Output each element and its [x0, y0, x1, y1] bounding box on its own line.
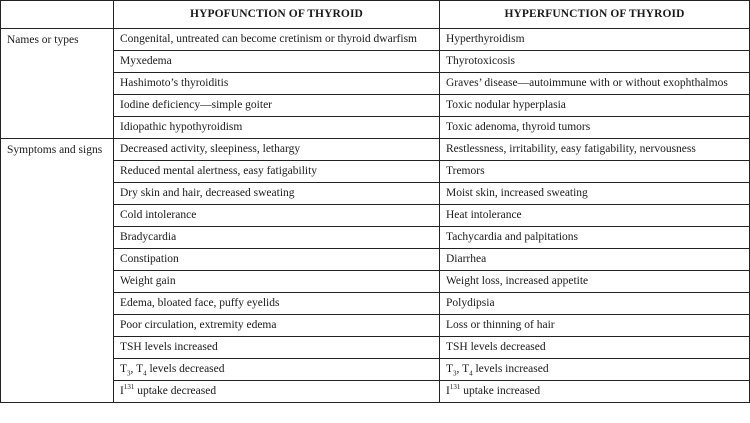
table-row [1, 337, 750, 359]
table-row [1, 271, 750, 293]
t-letter: T [136, 363, 144, 375]
hyperfunction-cell: Tachycardia and palpitations [440, 227, 750, 249]
hyperfunction-cell: Tremors [440, 161, 750, 183]
header-blank [1, 1, 114, 29]
separator: , [130, 363, 137, 375]
i-letter: I [120, 385, 124, 397]
table-row [1, 51, 750, 73]
hyperfunction-cell: Moist skin, increased sweating [440, 183, 750, 205]
table-row [1, 161, 750, 183]
hypofunction-cell [114, 359, 440, 381]
hyperfunction-cell: Toxic nodular hyperplasia [440, 95, 750, 117]
table-row [1, 29, 750, 51]
hyperfunction-cell: Polydipsia [440, 293, 750, 315]
header-hypofunction: HYPOFUNCTION OF THYROID [114, 1, 440, 29]
header-hyperfunction: HYPERFUNCTION OF THYROID [440, 1, 750, 29]
t4-subscript: 4 [469, 369, 473, 378]
hypofunction-cell: Edema, bloated face, puffy eyelids [114, 293, 440, 315]
i131-superscript: 131 [123, 383, 135, 392]
hypofunction-cell: Myxedema [114, 51, 440, 73]
table-row [1, 139, 750, 161]
hyperfunction-cell: Restlessness, irritability, easy fatigability, nervousness [440, 139, 750, 161]
hypofunction-cell: Congenital, untreated can become cretinism or thyroid dwarfism [114, 29, 440, 51]
hyperfunction-cell: Diarrhea [440, 249, 750, 271]
suffix: levels decreased [146, 363, 225, 375]
hyperfunction-cell: Heat intolerance [440, 205, 750, 227]
separator: , [456, 363, 463, 375]
t3-subscript: 3 [453, 369, 457, 378]
table-row [1, 205, 750, 227]
hypofunction-cell [114, 381, 440, 403]
hypofunction-cell: Constipation [114, 249, 440, 271]
header-row [1, 1, 750, 29]
t-letter: T [120, 363, 128, 375]
hyperfunction-cell [440, 381, 750, 403]
hypofunction-cell: Bradycardia [114, 227, 440, 249]
t-letter: T [446, 363, 454, 375]
hypofunction-cell: Reduced mental alertness, easy fatigability [114, 161, 440, 183]
t-letter: T [462, 363, 470, 375]
hyperfunction-cell: Loss or thinning of hair [440, 315, 750, 337]
hyperfunction-cell: Toxic adenoma, thyroid tumors [440, 117, 750, 139]
t4-subscript: 4 [143, 369, 147, 378]
table-row [1, 73, 750, 95]
i131-superscript: 131 [449, 383, 461, 392]
i-letter: I [446, 385, 450, 397]
table-row [1, 117, 750, 139]
hyperfunction-cell: Weight loss, increased appetite [440, 271, 750, 293]
hypofunction-cell: Dry skin and hair, decreased sweating [114, 183, 440, 205]
category-cell: Names or types [1, 29, 114, 139]
hyperfunction-cell: Graves’ disease—autoimmune with or without exophthalmos [440, 73, 750, 95]
table-row [1, 381, 750, 403]
hyperfunction-cell: Hyperthyroidism [440, 29, 750, 51]
table-row [1, 249, 750, 271]
suffix: uptake decreased [134, 385, 217, 397]
hypofunction-cell: Poor circulation, extremity edema [114, 315, 440, 337]
hyperfunction-cell [440, 359, 750, 381]
table-row [1, 95, 750, 117]
suffix: uptake increased [460, 385, 541, 397]
hypofunction-cell: TSH levels increased [114, 337, 440, 359]
hypofunction-cell: Decreased activity, sleepiness, lethargy [114, 139, 440, 161]
hypofunction-cell: Weight gain [114, 271, 440, 293]
table-row [1, 315, 750, 337]
hypofunction-cell: Cold intolerance [114, 205, 440, 227]
category-cell: Symptoms and signs [1, 139, 114, 403]
hypofunction-cell: Idiopathic hypothyroidism [114, 117, 440, 139]
hyperfunction-cell: TSH levels decreased [440, 337, 750, 359]
t3-subscript: 3 [127, 369, 131, 378]
suffix: levels increased [472, 363, 549, 375]
hyperfunction-cell: Thyrotoxicosis [440, 51, 750, 73]
table-row [1, 293, 750, 315]
table-row [1, 359, 750, 381]
table-row [1, 183, 750, 205]
table-row [1, 227, 750, 249]
hypofunction-cell: Iodine deficiency—simple goiter [114, 95, 440, 117]
hypofunction-cell: Hashimoto’s thyroiditis [114, 73, 440, 95]
